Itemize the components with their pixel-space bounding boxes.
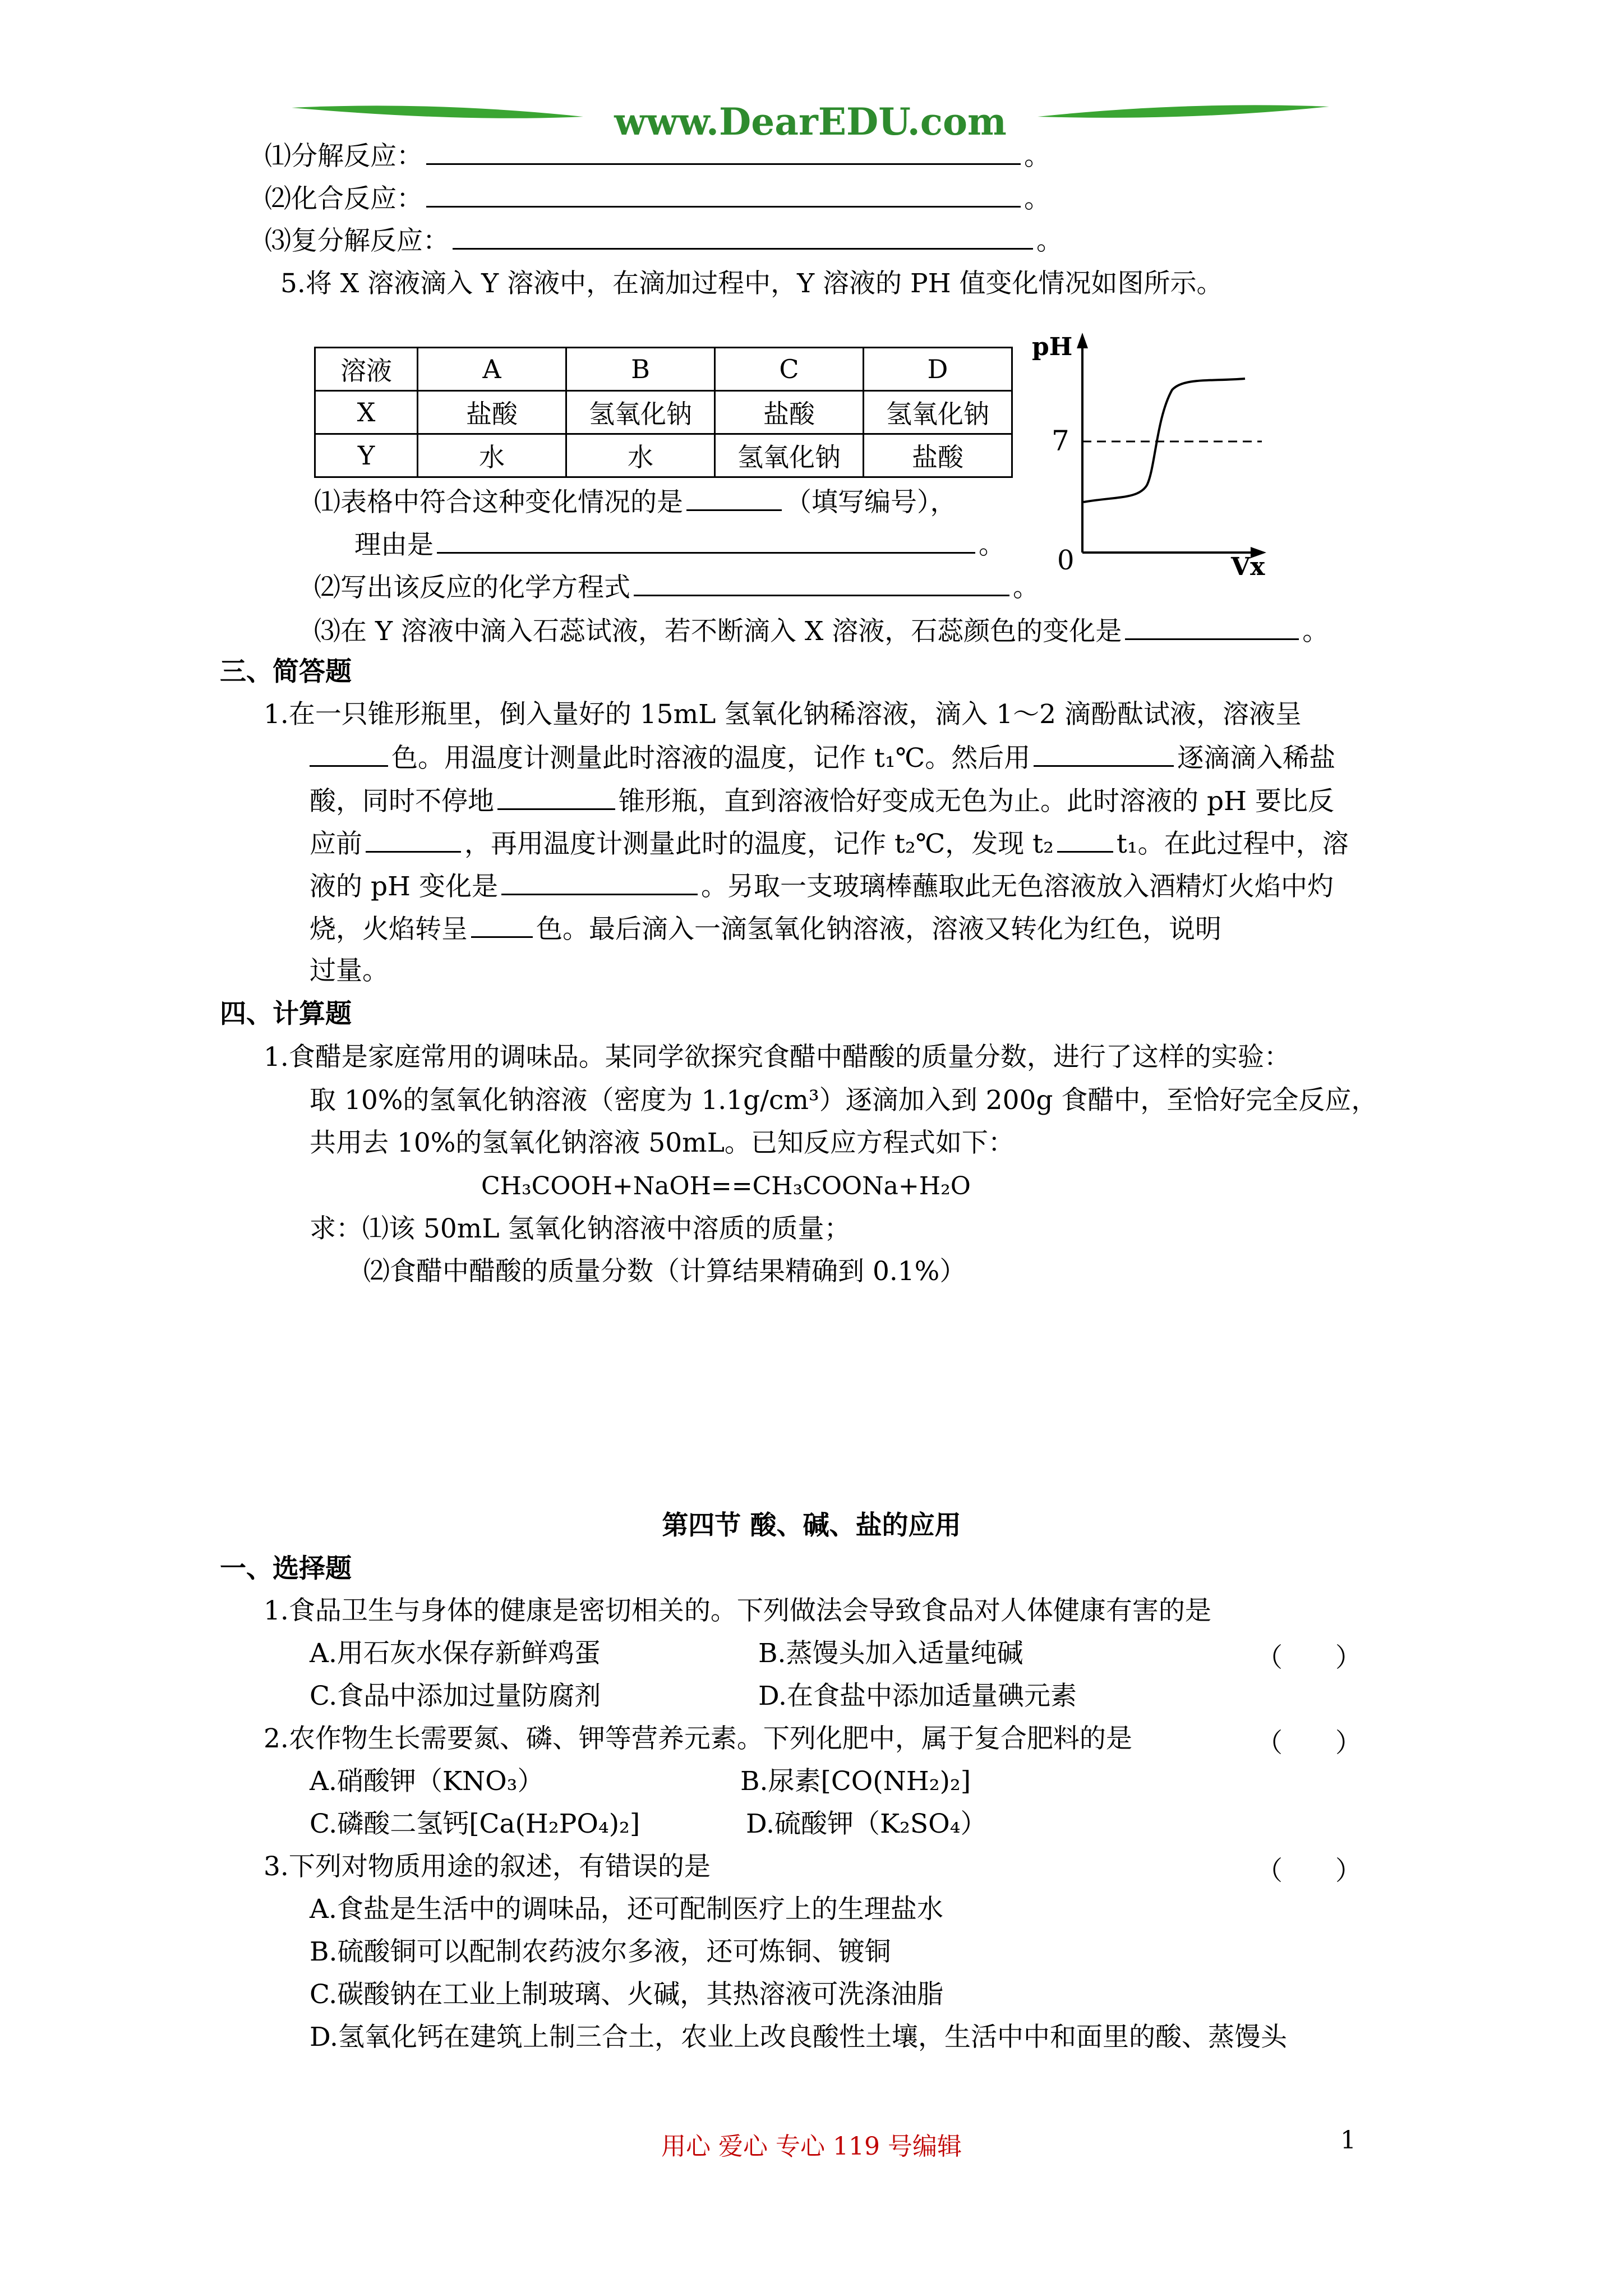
table-row	[315, 434, 1012, 477]
answer-blank[interactable]	[366, 826, 461, 853]
banner-swoosh-right	[1038, 105, 1329, 118]
sec4-line-6: ⑵食醋中醋酸的质量分数（计算结果精确到 0.1%）	[363, 1256, 966, 1287]
item-label: ⑵化合反应：	[265, 183, 423, 214]
ph-curve	[1083, 379, 1245, 502]
q5-stem: 5.将 X 溶液滴入 Y 溶液中，在滴加过程中，Y 溶液的 PH 值变化情况如图所示。	[280, 268, 1223, 299]
sec2-item-1: ⑴分解反应： 。	[265, 139, 1050, 173]
table-cell: 溶液	[315, 348, 418, 391]
table-cell: 盐酸	[864, 434, 1012, 477]
q2-option-a: A.硝酸钾（KNO₃）	[310, 1766, 544, 1797]
answer-blank[interactable]	[471, 912, 533, 938]
q5-reason: 理由是 。	[354, 527, 1005, 562]
sec4-title: 四、计算题	[220, 999, 352, 1029]
item-label: ⑴分解反应：	[265, 141, 423, 172]
q1-option-d: D.在食盐中添加适量碘元素	[758, 1681, 1077, 1711]
table-cell: A	[418, 348, 566, 391]
sec3-line-7: 过量。	[310, 955, 389, 986]
sec2-item-2: ⑵化合反应： 。	[265, 181, 1050, 216]
table-cell: X	[315, 391, 418, 434]
q1-stem: 1.食品卫生与身体的健康是密切相关的。下列做法会导致食品对人体健康有害的是	[264, 1595, 1211, 1626]
page-number: 1	[1340, 2126, 1356, 2155]
q5-table	[314, 347, 1013, 478]
table-cell: 水	[418, 434, 566, 477]
sec2-item-3: ⑶复分解反应： 。	[265, 223, 1063, 258]
sec3-title: 三、简答题	[220, 656, 352, 687]
q1-option-c: C.食品中添加过量防腐剂	[310, 1681, 601, 1711]
answer-blank[interactable]	[686, 485, 782, 511]
site-url: www.DearEDU.com	[614, 100, 1007, 144]
page-footer: 用心 爱心 专心 119 号编辑	[661, 2132, 962, 2161]
ph-chart	[1032, 328, 1273, 575]
x-axis-label: Vx	[1231, 553, 1265, 575]
banner-swoosh-left	[292, 105, 583, 118]
answer-blank[interactable]	[426, 139, 1021, 165]
origin-label: 0	[1057, 545, 1075, 575]
answer-blank[interactable]	[1057, 826, 1113, 853]
sec3-line-3: 酸，同时不停地 锥形瓶，直到溶液恰好变成无色为止。此时溶液的 pH 要比反	[310, 784, 1334, 818]
q1-option-a: A.用石灰水保存新鲜鸡蛋	[310, 1638, 601, 1669]
sec3-line-1: 1.在一只锥形瓶里，倒入量好的 15mL 氢氧化钠稀溶液，滴入 1～2 滴酚酞试液，溶液呈	[264, 699, 1302, 730]
q2-option-c: C.磷酸二氢钙[Ca(H₂PO₄)₂]	[310, 1809, 640, 1839]
answer-blank[interactable]	[310, 740, 388, 767]
q2-option-b: B.尿素[CO(NH₂)₂]	[740, 1766, 971, 1797]
sec4-line-1: 1.食醋是家庭常用的调味品。某同学欲探究食醋中醋酸的质量分数，进行了这样的实验：	[264, 1042, 1290, 1073]
ph7-label: 7	[1052, 425, 1069, 457]
answer-bracket[interactable]: （ ）	[1256, 1728, 1362, 1759]
answer-bracket[interactable]: （ ）	[1256, 1642, 1362, 1673]
q2-option-d: D.硫酸钾（K₂SO₄）	[746, 1809, 987, 1839]
answer-blank[interactable]	[437, 527, 975, 554]
y-axis-label: pH	[1032, 333, 1073, 361]
item-label: ⑶复分解反应：	[265, 226, 449, 256]
chemical-equation: CH₃COOH+NaOH==CH₃COONa+H₂O	[481, 1172, 971, 1200]
answer-bracket[interactable]: （ ）	[1256, 1856, 1362, 1887]
table-row	[315, 348, 1012, 391]
sec4-line-2: 取 10%的氢氧化钠溶液（密度为 1.1g/cm³）逐滴加入到 200g 食醋中，至恰好完全反应，	[310, 1085, 1378, 1116]
table-cell: B	[566, 348, 715, 391]
table-cell: 氢氧化钠	[864, 391, 1012, 434]
q1-option-b: B.蒸馒头加入适量纯碱	[758, 1638, 1023, 1669]
table-cell: 氢氧化钠	[715, 434, 864, 477]
section-title: 第四节 酸、碱、盐的应用	[662, 1510, 961, 1541]
q5-sub2: ⑵写出该反应的化学方程式 。	[314, 570, 1039, 605]
q2-stem: 2.农作物生长需要氮、磷、钾等营养元素。下列化肥中，属于复合肥料的是	[264, 1723, 1132, 1754]
q3-stem: 3.下列对物质用途的叙述，有错误的是	[264, 1851, 711, 1882]
answer-blank[interactable]	[426, 181, 1021, 208]
q3-option-d: D.氢氧化钙在建筑上制三合土，农业上改良酸性土壤，生活中中和面里的酸、蒸馒头	[310, 2022, 1287, 2053]
q5-sub1: ⑴表格中符合这种变化情况的是 （填写编号），	[314, 485, 957, 519]
sec3-line-4: 应前 ，再用温度计测量此时的温度，记作 t₂℃，发现 t₂ t₁。在此过程中，溶	[310, 826, 1349, 861]
answer-blank[interactable]	[501, 869, 698, 895]
table-cell: 水	[566, 434, 715, 477]
q3-option-b: B.硫酸铜可以配制农药波尔多液，还可炼铜、镀铜	[310, 1936, 891, 1967]
sec3-line-5: 液的 pH 变化是 。另取一支玻璃棒蘸取此无色溶液放入酒精灯火焰中灼	[310, 869, 1334, 904]
answer-blank[interactable]	[1034, 740, 1174, 767]
answer-blank[interactable]	[453, 223, 1033, 250]
y-axis-arrow	[1077, 333, 1088, 348]
answer-blank[interactable]	[634, 570, 1009, 596]
table-cell: 盐酸	[715, 391, 864, 434]
q5-sub3: ⑶在 Y 溶液中滴入石蕊试液，若不断滴入 X 溶液，石蕊颜色的变化是 。	[314, 614, 1329, 648]
table-cell: C	[715, 348, 864, 391]
table-cell: Y	[315, 434, 418, 477]
table-cell: 氢氧化钠	[566, 391, 715, 434]
sec1-title: 一、选择题	[220, 1553, 352, 1584]
sec3-line-2: 色。用温度计测量此时溶液的温度，记作 t₁℃。然后用 逐滴滴入稀盐	[310, 740, 1335, 775]
sec3-line-6: 烧，火焰转呈 色。最后滴入一滴氢氧化钠溶液，溶液又转化为红色，说明	[310, 912, 1221, 946]
sec4-line-3: 共用去 10%的氢氧化钠溶液 50mL。已知反应方程式如下：	[310, 1128, 1015, 1158]
table-cell: D	[864, 348, 1012, 391]
table-cell: 盐酸	[418, 391, 566, 434]
answer-blank[interactable]	[1125, 614, 1299, 640]
q3-option-c: C.碳酸钠在工业上制玻璃、火碱，其热溶液可洗涤油脂	[310, 1979, 944, 2010]
sec4-line-5: 求：⑴该 50mL 氢氧化钠溶液中溶质的质量；	[310, 1213, 851, 1244]
table-row	[315, 391, 1012, 434]
answer-blank[interactable]	[497, 784, 615, 810]
q3-option-a: A.食盐是生活中的调味品，还可配制医疗上的生理盐水	[310, 1894, 943, 1925]
